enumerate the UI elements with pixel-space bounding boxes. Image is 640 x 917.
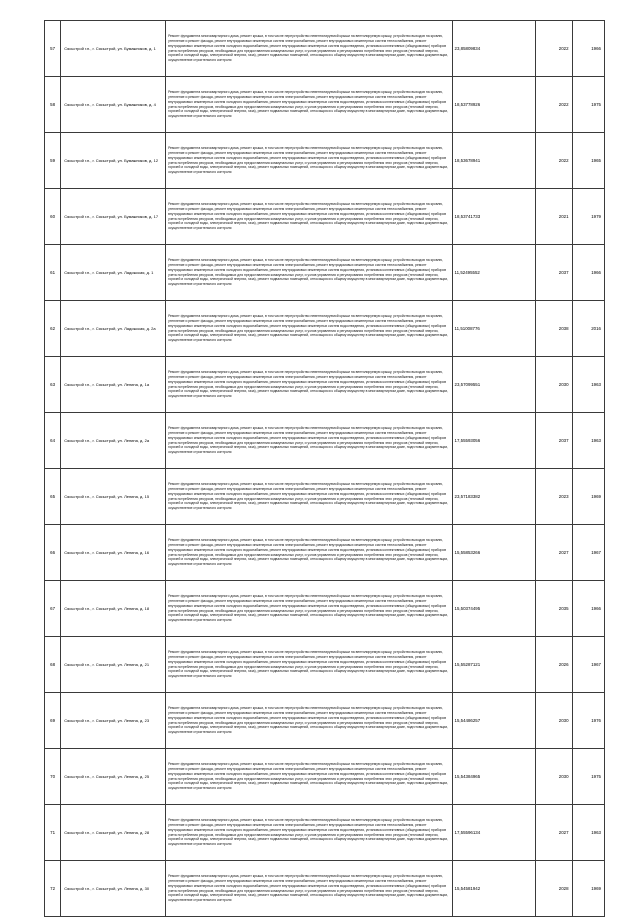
row-number: 70 <box>45 749 61 805</box>
repair-works-list: Ремонт фундамента многоквартирного дома, ремонт крыши, в том числе переустройство невентилируемой крыши на вентилируемую крышу, устройство выходов на кровлю, утепление и ремонт фасада, ремонт внутридомовых инженерных систем электроснабжения, ремонт внутридомовых инженерных систем теплоснабжения, ремонт внутридомовых инженерных систем холодного водоснабжения, ремонт внутридомовых инженерных систем водоотведения, установка коллективных (общедомовых) приборов учета потребления ресурсов, необходимых для предоставления коммунальных услуг, и узлов управления и регулирования потребления этих ресурсов (тепловой энергии, горячей и холодной воды, электрической энергии, газа), ремонт подвальных помещений, относящихся к общему имуществу в многоквартирном доме, подготовка документации, осуществление строительного контроля <box>166 525 452 581</box>
repair-cost: 15,54581942 <box>452 861 535 917</box>
row-number: 63 <box>45 357 61 413</box>
repair-cost: 18,53778926 <box>452 77 535 133</box>
planned-year: 2038 <box>535 301 572 357</box>
repair-works-list: Ремонт фундамента многоквартирного дома, ремонт крыши, в том числе переустройство невентилируемой крыши на вентилируемую крышу, устройство выходов на кровлю, утепление и ремонт фасада, ремонт внутридомовых инженерных систем электроснабжения, ремонт внутридомовых инженерных систем теплоснабжения, ремонт внутридомовых инженерных систем холодного водоснабжения, ремонт внутридомовых инженерных систем водоотведения, установка коллективных (общедомовых) приборов учета потребления ресурсов, необходимых для предоставления коммунальных услуг, и узлов управления и регулирования потребления этих ресурсов (тепловой энергии, горячей и холодной воды, электрической энергии, газа), ремонт подвальных помещений, относящихся к общему имуществу в многоквартирном доме, подготовка документации, осуществление строительного контроля <box>166 581 452 637</box>
repair-works-list: Ремонт фундамента многоквартирного дома, ремонт крыши, в том числе переустройство невентилируемой крыши на вентилируемую крышу, устройство выходов на кровлю, утепление и ремонт фасада, ремонт внутридомовых инженерных систем электроснабжения, ремонт внутридомовых инженерных систем теплоснабжения, ремонт внутридомовых инженерных систем холодного водоснабжения, ремонт внутридомовых инженерных систем водоотведения, установка коллективных (общедомовых) приборов учета потребления ресурсов, необходимых для предоставления коммунальных услуг, и узлов управления и регулирования потребления этих ресурсов (тепловой энергии, горячей и холодной воды, электрической энергии, газа), ремонт подвальных помещений, относящихся к общему имуществу в многоквартирном доме, подготовка документации, осуществление строительного контроля <box>166 637 452 693</box>
house-address: Сясьстрой г.п., г. Сясьстрой, ул. Бумажников, д. 1 <box>61 21 166 77</box>
repair-cost: 15,55287121 <box>452 637 535 693</box>
repair-cost: 15,55853266 <box>452 525 535 581</box>
house-address: Сясьстрой г.п., г. Сясьстрой, ул. Ладожская, д. 1 <box>61 245 166 301</box>
planned-year: 2027 <box>535 805 572 861</box>
year-built: 1975 <box>572 77 604 133</box>
planned-year: 2030 <box>535 693 572 749</box>
row-number: 69 <box>45 693 61 749</box>
house-address: Сясьстрой г.п., г. Сясьстрой, ул. Ленина, д. 25 <box>61 749 166 805</box>
year-built: 1979 <box>572 189 604 245</box>
house-address: Сясьстрой г.п., г. Сясьстрой, ул. Ленина, д. 30 <box>61 861 166 917</box>
repair-works-list: Ремонт фундамента многоквартирного дома, ремонт крыши, в том числе переустройство невентилируемой крыши на вентилируемую крышу, устройство выходов на кровлю, утепление и ремонт фасада, ремонт внутридомовых инженерных систем электроснабжения, ремонт внутридомовых инженерных систем теплоснабжения, ремонт внутридомовых инженерных систем холодного водоснабжения, ремонт внутридомовых инженерных систем водоотведения, установка коллективных (общедомовых) приборов учета потребления ресурсов, необходимых для предоставления коммунальных услуг, и узлов управления и регулирования потребления этих ресурсов (тепловой энергии, горячей и холодной воды, электрической энергии, газа), ремонт подвальных помещений, относящихся к общему имуществу в многоквартирном доме, подготовка документации, осуществление строительного контроля <box>166 133 452 189</box>
repair-cost: 17,55593056 <box>452 413 535 469</box>
house-address: Сясьстрой г.п., г. Сясьстрой, ул. Ладожская, д. 2а <box>61 301 166 357</box>
repair-cost: 15,50374495 <box>452 581 535 637</box>
table-row <box>45 357 605 413</box>
planned-year: 2035 <box>535 581 572 637</box>
repair-cost: 11,51008776 <box>452 301 535 357</box>
row-number: 61 <box>45 245 61 301</box>
planned-year: 2030 <box>535 749 572 805</box>
table-row <box>45 805 605 861</box>
house-address: Сясьстрой г.п., г. Сясьстрой, ул. Ленина, д. 15 <box>61 469 166 525</box>
house-address: Сясьстрой г.п., г. Сясьстрой, ул. Ленина, д. 23 <box>61 693 166 749</box>
year-built: 1966 <box>572 581 604 637</box>
table-row <box>45 245 605 301</box>
row-number: 59 <box>45 133 61 189</box>
table-row <box>45 189 605 245</box>
year-built: 1975 <box>572 749 604 805</box>
year-built: 1969 <box>572 861 604 917</box>
repair-works-list: Ремонт фундамента многоквартирного дома, ремонт крыши, в том числе переустройство невентилируемой крыши на вентилируемую крышу, устройство выходов на кровлю, утепление и ремонт фасада, ремонт внутридомовых инженерных систем электроснабжения, ремонт внутридомовых инженерных систем теплоснабжения, ремонт внутридомовых инженерных систем холодного водоснабжения, ремонт внутридомовых инженерных систем водоотведения, установка коллективных (общедомовых) приборов учета потребления ресурсов, необходимых для предоставления коммунальных услуг, и узлов управления и регулирования потребления этих ресурсов (тепловой энергии, горячей и холодной воды, электрической энергии, газа), ремонт подвальных помещений, относящихся к общему имуществу в многоквартирном доме, подготовка документации, осуществление строительного контроля <box>166 189 452 245</box>
house-address: Сясьстрой г.п., г. Сясьстрой, ул. Бумажников, д. 12 <box>61 133 166 189</box>
repair-works-list: Ремонт фундамента многоквартирного дома, ремонт крыши, в том числе переустройство невентилируемой крыши на вентилируемую крышу, устройство выходов на кровлю, утепление и ремонт фасада, ремонт внутридомовых инженерных систем электроснабжения, ремонт внутридомовых инженерных систем теплоснабжения, ремонт внутридомовых инженерных систем холодного водоснабжения, ремонт внутридомовых инженерных систем водоотведения, установка коллективных (общедомовых) приборов учета потребления ресурсов, необходимых для предоставления коммунальных услуг, и узлов управления и регулирования потребления этих ресурсов (тепловой энергии, горячей и холодной воды, электрической энергии, газа), ремонт подвальных помещений, относящихся к общему имуществу в многоквартирном доме, подготовка документации, осуществление строительного контроля <box>166 77 452 133</box>
table-row <box>45 413 605 469</box>
year-built: 1965 <box>572 133 604 189</box>
planned-year: 2022 <box>535 21 572 77</box>
table-row <box>45 525 605 581</box>
year-built: 1966 <box>572 21 604 77</box>
house-address: Сясьстрой г.п., г. Сясьстрой, ул. Ленина, д. 28 <box>61 805 166 861</box>
year-built: 1969 <box>572 469 604 525</box>
house-address: Сясьстрой г.п., г. Сясьстрой, ул. Ленина, д. 2а <box>61 413 166 469</box>
repair-cost: 18,53741733 <box>452 189 535 245</box>
planned-year: 2030 <box>535 357 572 413</box>
table-row <box>45 133 605 189</box>
repair-works-list: Ремонт фундамента многоквартирного дома, ремонт крыши, в том числе переустройство невентилируемой крыши на вентилируемую крышу, устройство выходов на кровлю, утепление и ремонт фасада, ремонт внутридомовых инженерных систем электроснабжения, ремонт внутридомовых инженерных систем теплоснабжения, ремонт внутридомовых инженерных систем холодного водоснабжения, ремонт внутридомовых инженерных систем водоотведения, установка коллективных (общедомовых) приборов учета потребления ресурсов, необходимых для предоставления коммунальных услуг, и узлов управления и регулирования потребления этих ресурсов (тепловой энергии, горячей и холодной воды, электрической энергии, газа), ремонт подвальных помещений, относящихся к общему имуществу в многоквартирном доме, подготовка документации, осуществление строительного контроля <box>166 693 452 749</box>
table-row <box>45 469 605 525</box>
repair-works-list: Ремонт фундамента многоквартирного дома, ремонт крыши, в том числе переустройство невентилируемой крыши на вентилируемую крышу, устройство выходов на кровлю, утепление и ремонт фасада, ремонт внутридомовых инженерных систем электроснабжения, ремонт внутридомовых инженерных систем теплоснабжения, ремонт внутридомовых инженерных систем холодного водоснабжения, ремонт внутридомовых инженерных систем водоотведения, установка коллективных (общедомовых) приборов учета потребления ресурсов, необходимых для предоставления коммунальных услуг, и узлов управления и регулирования потребления этих ресурсов (тепловой энергии, горячей и холодной воды, электрической энергии, газа), ремонт подвальных помещений, относящихся к общему имуществу в многоквартирном доме, подготовка документации, осуществление строительного контроля <box>166 357 452 413</box>
house-address: Сясьстрой г.п., г. Сясьстрой, ул. Бумажников, д. 4 <box>61 77 166 133</box>
repair-cost: 23,85809834 <box>452 21 535 77</box>
year-built: 1963 <box>572 357 604 413</box>
table-row <box>45 637 605 693</box>
row-number: 71 <box>45 805 61 861</box>
year-built: 1963 <box>572 805 604 861</box>
house-address: Сясьстрой г.п., г. Сясьстрой, ул. Бумажников, д. 17 <box>61 189 166 245</box>
repair-cost: 15,54486257 <box>452 693 535 749</box>
repair-cost: 11,52495552 <box>452 245 535 301</box>
planned-year: 2037 <box>535 413 572 469</box>
year-built: 1966 <box>572 245 604 301</box>
repair-works-list: Ремонт фундамента многоквартирного дома, ремонт крыши, в том числе переустройство невентилируемой крыши на вентилируемую крышу, устройство выходов на кровлю, утепление и ремонт фасада, ремонт внутридомовых инженерных систем электроснабжения, ремонт внутридомовых инженерных систем теплоснабжения, ремонт внутридомовых инженерных систем холодного водоснабжения, ремонт внутридомовых инженерных систем водоотведения, установка коллективных (общедомовых) приборов учета потребления ресурсов, необходимых для предоставления коммунальных услуг, и узлов управления и регулирования потребления этих ресурсов (тепловой энергии, горячей и холодной воды, электрической энергии, газа), ремонт подвальных помещений, относящихся к общему имуществу в многоквартирном доме, подготовка документации, осуществление строительного контроля <box>166 21 452 77</box>
row-number: 60 <box>45 189 61 245</box>
row-number: 67 <box>45 581 61 637</box>
planned-year: 2022 <box>535 133 572 189</box>
repair-works-list: Ремонт фундамента многоквартирного дома, ремонт крыши, в том числе переустройство невентилируемой крыши на вентилируемую крышу, устройство выходов на кровлю, утепление и ремонт фасада, ремонт внутридомовых инженерных систем электроснабжения, ремонт внутридомовых инженерных систем теплоснабжения, ремонт внутридомовых инженерных систем холодного водоснабжения, ремонт внутридомовых инженерных систем водоотведения, установка коллективных (общедомовых) приборов учета потребления ресурсов, необходимых для предоставления коммунальных услуг, и узлов управления и регулирования потребления этих ресурсов (тепловой энергии, горячей и холодной воды, электрической энергии, газа), ремонт подвальных помещений, относящихся к общему имуществу в многоквартирном доме, подготовка документации, осуществление строительного контроля <box>166 301 452 357</box>
repair-cost: 23,57183382 <box>452 469 535 525</box>
repair-works-list: Ремонт фундамента многоквартирного дома, ремонт крыши, в том числе переустройство невентилируемой крыши на вентилируемую крышу, устройство выходов на кровлю, утепление и ремонт фасада, ремонт внутридомовых инженерных систем электроснабжения, ремонт внутридомовых инженерных систем теплоснабжения, ремонт внутридомовых инженерных систем холодного водоснабжения, ремонт внутридомовых инженерных систем водоотведения, установка коллективных (общедомовых) приборов учета потребления ресурсов, необходимых для предоставления коммунальных услуг, и узлов управления и регулирования потребления этих ресурсов (тепловой энергии, горячей и холодной воды, электрической энергии, газа), ремонт подвальных помещений, относящихся к общему имуществу в многоквартирном доме, подготовка документации, осуществление строительного контроля <box>166 245 452 301</box>
table-row <box>45 77 605 133</box>
planned-year: 2023 <box>535 469 572 525</box>
table-row <box>45 749 605 805</box>
repair-cost: 17,55596134 <box>452 805 535 861</box>
house-address: Сясьстрой г.п., г. Сясьстрой, ул. Ленина, д. 1а <box>61 357 166 413</box>
year-built: 1967 <box>572 525 604 581</box>
year-built: 1976 <box>572 693 604 749</box>
planned-year: 2022 <box>535 77 572 133</box>
row-number: 65 <box>45 469 61 525</box>
repair-works-list: Ремонт фундамента многоквартирного дома, ремонт крыши, в том числе переустройство невентилируемой крыши на вентилируемую крышу, устройство выходов на кровлю, утепление и ремонт фасада, ремонт внутридомовых инженерных систем электроснабжения, ремонт внутридомовых инженерных систем теплоснабжения, ремонт внутридомовых инженерных систем холодного водоснабжения, ремонт внутридомовых инженерных систем водоотведения, установка коллективных (общедомовых) приборов учета потребления ресурсов, необходимых для предоставления коммунальных услуг, и узлов управления и регулирования потребления этих ресурсов (тепловой энергии, горячей и холодной воды, электрической энергии, газа), ремонт подвальных помещений, относящихся к общему имуществу в многоквартирном доме, подготовка документации, осуществление строительного контроля <box>166 861 452 917</box>
repair-cost: 15,54384965 <box>452 749 535 805</box>
repair-cost: 23,57099551 <box>452 357 535 413</box>
repair-works-list: Ремонт фундамента многоквартирного дома, ремонт крыши, в том числе переустройство невентилируемой крыши на вентилируемую крышу, устройство выходов на кровлю, утепление и ремонт фасада, ремонт внутридомовых инженерных систем электроснабжения, ремонт внутридомовых инженерных систем теплоснабжения, ремонт внутридомовых инженерных систем холодного водоснабжения, ремонт внутридомовых инженерных систем водоотведения, установка коллективных (общедомовых) приборов учета потребления ресурсов, необходимых для предоставления коммунальных услуг, и узлов управления и регулирования потребления этих ресурсов (тепловой энергии, горячей и холодной воды, электрической энергии, газа), ремонт подвальных помещений, относящихся к общему имуществу в многоквартирном доме, подготовка документации, осуществление строительного контроля <box>166 469 452 525</box>
table-row <box>45 861 605 917</box>
planned-year: 2028 <box>535 861 572 917</box>
year-built: 1963 <box>572 413 604 469</box>
planned-year: 2027 <box>535 525 572 581</box>
row-number: 64 <box>45 413 61 469</box>
house-address: Сясьстрой г.п., г. Сясьстрой, ул. Ленина, д. 16 <box>61 525 166 581</box>
row-number: 57 <box>45 21 61 77</box>
repair-cost: 18,53678941 <box>452 133 535 189</box>
table-row <box>45 21 605 77</box>
repair-works-list: Ремонт фундамента многоквартирного дома, ремонт крыши, в том числе переустройство невентилируемой крыши на вентилируемую крышу, устройство выходов на кровлю, утепление и ремонт фасада, ремонт внутридомовых инженерных систем электроснабжения, ремонт внутридомовых инженерных систем теплоснабжения, ремонт внутридомовых инженерных систем холодного водоснабжения, ремонт внутридомовых инженерных систем водоотведения, установка коллективных (общедомовых) приборов учета потребления ресурсов, необходимых для предоставления коммунальных услуг, и узлов управления и регулирования потребления этих ресурсов (тепловой энергии, горячей и холодной воды, электрической энергии, газа), ремонт подвальных помещений, относящихся к общему имуществу в многоквартирном доме, подготовка документации, осуществление строительного контроля <box>166 805 452 861</box>
repair-works-list: Ремонт фундамента многоквартирного дома, ремонт крыши, в том числе переустройство невентилируемой крыши на вентилируемую крышу, устройство выходов на кровлю, утепление и ремонт фасада, ремонт внутридомовых инженерных систем электроснабжения, ремонт внутридомовых инженерных систем теплоснабжения, ремонт внутридомовых инженерных систем холодного водоснабжения, ремонт внутридомовых инженерных систем водоотведения, установка коллективных (общедомовых) приборов учета потребления ресурсов, необходимых для предоставления коммунальных услуг, и узлов управления и регулирования потребления этих ресурсов (тепловой энергии, горячей и холодной воды, электрической энергии, газа), ремонт подвальных помещений, относящихся к общему имуществу в многоквартирном доме, подготовка документации, осуществление строительного контроля <box>166 413 452 469</box>
document-page <box>44 20 605 917</box>
table-body <box>45 21 605 917</box>
row-number: 62 <box>45 301 61 357</box>
row-number: 72 <box>45 861 61 917</box>
row-number: 66 <box>45 525 61 581</box>
year-built: 1967 <box>572 637 604 693</box>
house-address: Сясьстрой г.п., г. Сясьстрой, ул. Ленина, д. 21 <box>61 637 166 693</box>
planned-year: 2037 <box>535 245 572 301</box>
planned-year: 2021 <box>535 189 572 245</box>
row-number: 68 <box>45 637 61 693</box>
table-row <box>45 581 605 637</box>
row-number: 58 <box>45 77 61 133</box>
house-address: Сясьстрой г.п., г. Сясьстрой, ул. Ленина, д. 18 <box>61 581 166 637</box>
year-built: 2016 <box>572 301 604 357</box>
repair-works-list: Ремонт фундамента многоквартирного дома, ремонт крыши, в том числе переустройство невентилируемой крыши на вентилируемую крышу, устройство выходов на кровлю, утепление и ремонт фасада, ремонт внутридомовых инженерных систем электроснабжения, ремонт внутридомовых инженерных систем теплоснабжения, ремонт внутридомовых инженерных систем холодного водоснабжения, ремонт внутридомовых инженерных систем водоотведения, установка коллективных (общедомовых) приборов учета потребления ресурсов, необходимых для предоставления коммунальных услуг, и узлов управления и регулирования потребления этих ресурсов (тепловой энергии, горячей и холодной воды, электрической энергии, газа), ремонт подвальных помещений, относящихся к общему имуществу в многоквартирном доме, подготовка документации, осуществление строительного контроля <box>166 749 452 805</box>
planned-year: 2026 <box>535 637 572 693</box>
capital-repair-table <box>44 20 605 917</box>
table-row <box>45 301 605 357</box>
table-row <box>45 693 605 749</box>
